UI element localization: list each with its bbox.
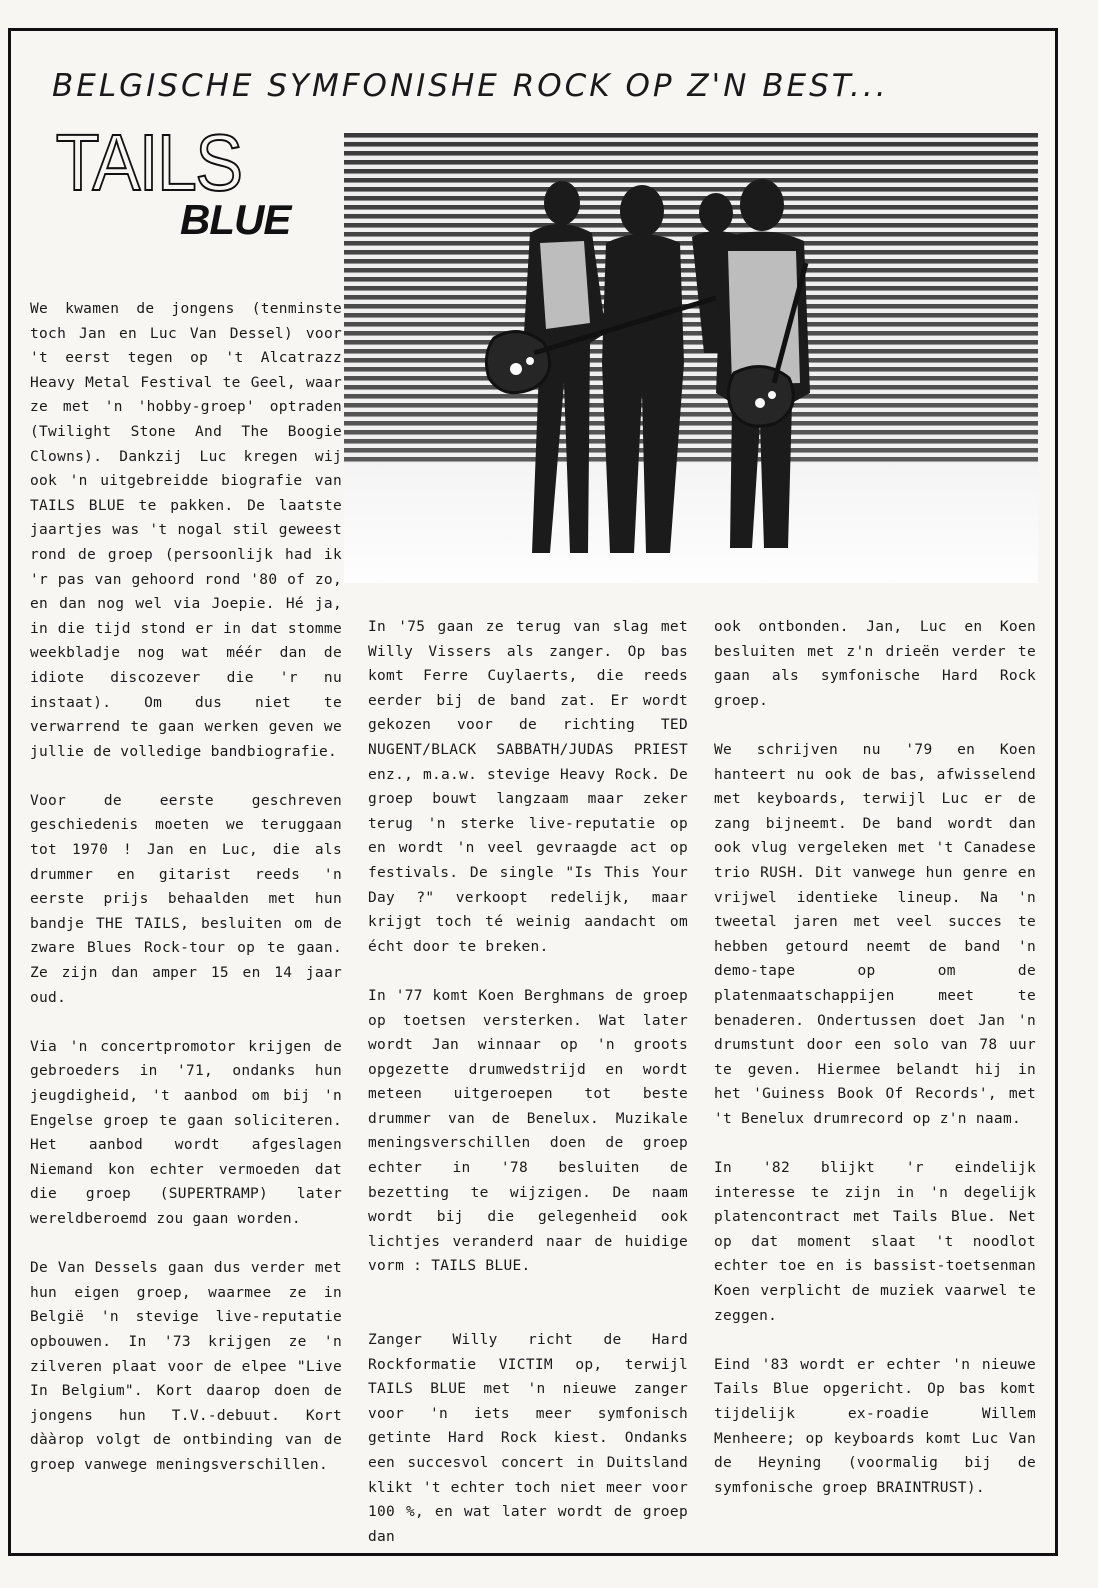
paragraph: De Van Dessels gaan dus verder met hun eigen groep, waarmee ze in België 'n stevige live-reputatie opbouwen. In '73 krijgen ze 'n zilveren plaat voor de elpee "Live In Belgium". Kort daarop doen de jongens hun T.V.-debuut. Kort dààrop volgt de ontbinding van de groep vanwege meningsverschillen. (30, 1260, 342, 1473)
paragraph: ook ontbonden. Jan, Luc en Koen besluiten met z'n drieën verder te gaan als symfonische Hard Rock groep. (714, 619, 1036, 709)
logo-word-blue: BLUE (180, 196, 291, 243)
paragraph: Eind '83 wordt er echter 'n nieuwe Tails Blue opgericht. Op bas komt tijdelijk ex-roadie Willem Menheere; op keyboards komt Luc Van de Heyning (voormalig bij de symfonische groep BRAINTRUST). (714, 1356, 1036, 1496)
paragraph: Zanger Willy richt de Hard Rockformatie VICTIM op, terwijl TAILS BLUE met 'n nieuwe zanger voor 'n iets meer symfonisch getinte Hard Rock kiest. Ondanks een succesvol concert in Duitsland klikt 't echter toch niet meer voor 100 %, en wat later wordt de groep dan (368, 1332, 688, 1545)
paragraph: In '75 gaan ze terug van slag met Willy Vissers als zanger. Op bas komt Ferre Cuylaerts, die reeds eerder bij de band zat. Er wordt gekozen voor de richting TED NUGENT/BLACK SABBATH/JUDAS PRIEST enz., m.a.w. stevige Heavy Rock. De groep bouwt langzaam maar zeker terug 'n sterke live-reputatie op en wordt 'n veel gevraagde act op festivals. De single "Is This Your Day ?" verkoopt redelijk, maar krijgt toch té weinig aandacht om écht door te breken. (368, 619, 688, 955)
paragraph: We schrijven nu '79 en Koen hanteert nu ook de bas, afwisselend met keyboards, terwijl Luc er de zang bijneemt. De band wordt dan ook vlug vergeleken met 't Canadese trio RUSH. Dit vanwege hun genre en vrijwel identieke lineup. Na 'n tweetal jaren met veel succes te hebben getourd neemt de band 'n demo-tape op om de platenmaatschappijen meet te benaderen. Ondertussen doet Jan 'n drumstunt door een solo van 78 uur te geven. Hiermee belandt hij in het 'Guiness Book Of Records', met 't Benelux drumrecord op z'n naam. (714, 741, 1036, 1127)
article-column-2 (368, 615, 688, 1549)
headline: BELGISCHE SYMFONISHE ROCK OP Z'N BEST... (52, 68, 889, 104)
logo-word-tails: TAILS (55, 118, 242, 208)
paragraph: We kwamen de jongens (tenminste toch Jan en Luc Van Dessel) voor 't eerst tegen op 't Alcatrazz Heavy Metal Festival te Geel, waar ze met 'n 'hobby-groep' optraden (Twilight Stone And The Boogie Clowns). Dankzij Luc kregen wij ook 'n uitgebreidde biografie van TAILS BLUE te pakken. De laatste jaartjes was 't nogal stil geweest rond de groep (persoonlijk had ik 'r pas van gehoord rond '80 of zo, en dan nog wel via Joepie. Hé ja, in die tijd stond er in dat stomme weekbladje nog wat méér dan de idiote discozever die 'r nu instaat). Om dus niet te verwarrend te gaan werken geven we jullie de volledige bandbiografie. (30, 301, 342, 760)
band-photo (344, 133, 1038, 583)
band-logo (52, 112, 332, 252)
paragraph: Voor de eerste geschreven geschiedenis moeten we teruggaan tot 1970 ! Jan en Luc, die als drummer en gitarist reeds 'n eerste prijs behaalden met hun bandje THE TAILS, besluiten om de zware Blues Rock-tour op te gaan. Ze zijn dan amper 15 en 14 jaar oud. (30, 792, 342, 1006)
paragraph: Via 'n concertpromotor krijgen de gebroeders in '71, ondanks hun jeugdigheid, 't aanbod om bij 'n Engelse groep te gaan soliciteren. Het aanbod wordt afgeslagen Niemand kon echter vermoeden dat die groep (SUPERTRAMP) later wereldberoemd zou gaan worden. (30, 1038, 342, 1227)
article-column-3 (714, 615, 1036, 1500)
article-column-1 (30, 297, 342, 1478)
paragraph: In '82 blijkt 'r eindelijk interesse te zijn in 'n degelijk platencontract met Tails Blue. Net op dat moment slaat 't noodlot echter toe en is bassist-toetsenman Koen verplicht de muziek vaarwel te zeggen. (714, 1160, 1036, 1324)
paragraph: In '77 komt Koen Berghmans de groep op toetsen versterken. Wat later wordt Jan winnaar op 'n groots opgezette drumwedstrijd en wordt meteen uitgeroepen tot beste drummer van de Benelux. Muzikale meningsverschillen doen de groep echter in '78 besluiten de bezetting te wijzigen. De naam wordt bij die gelegenheid ook lichtjes veranderd naar de huidige vorm : TAILS BLUE. (368, 987, 688, 1275)
